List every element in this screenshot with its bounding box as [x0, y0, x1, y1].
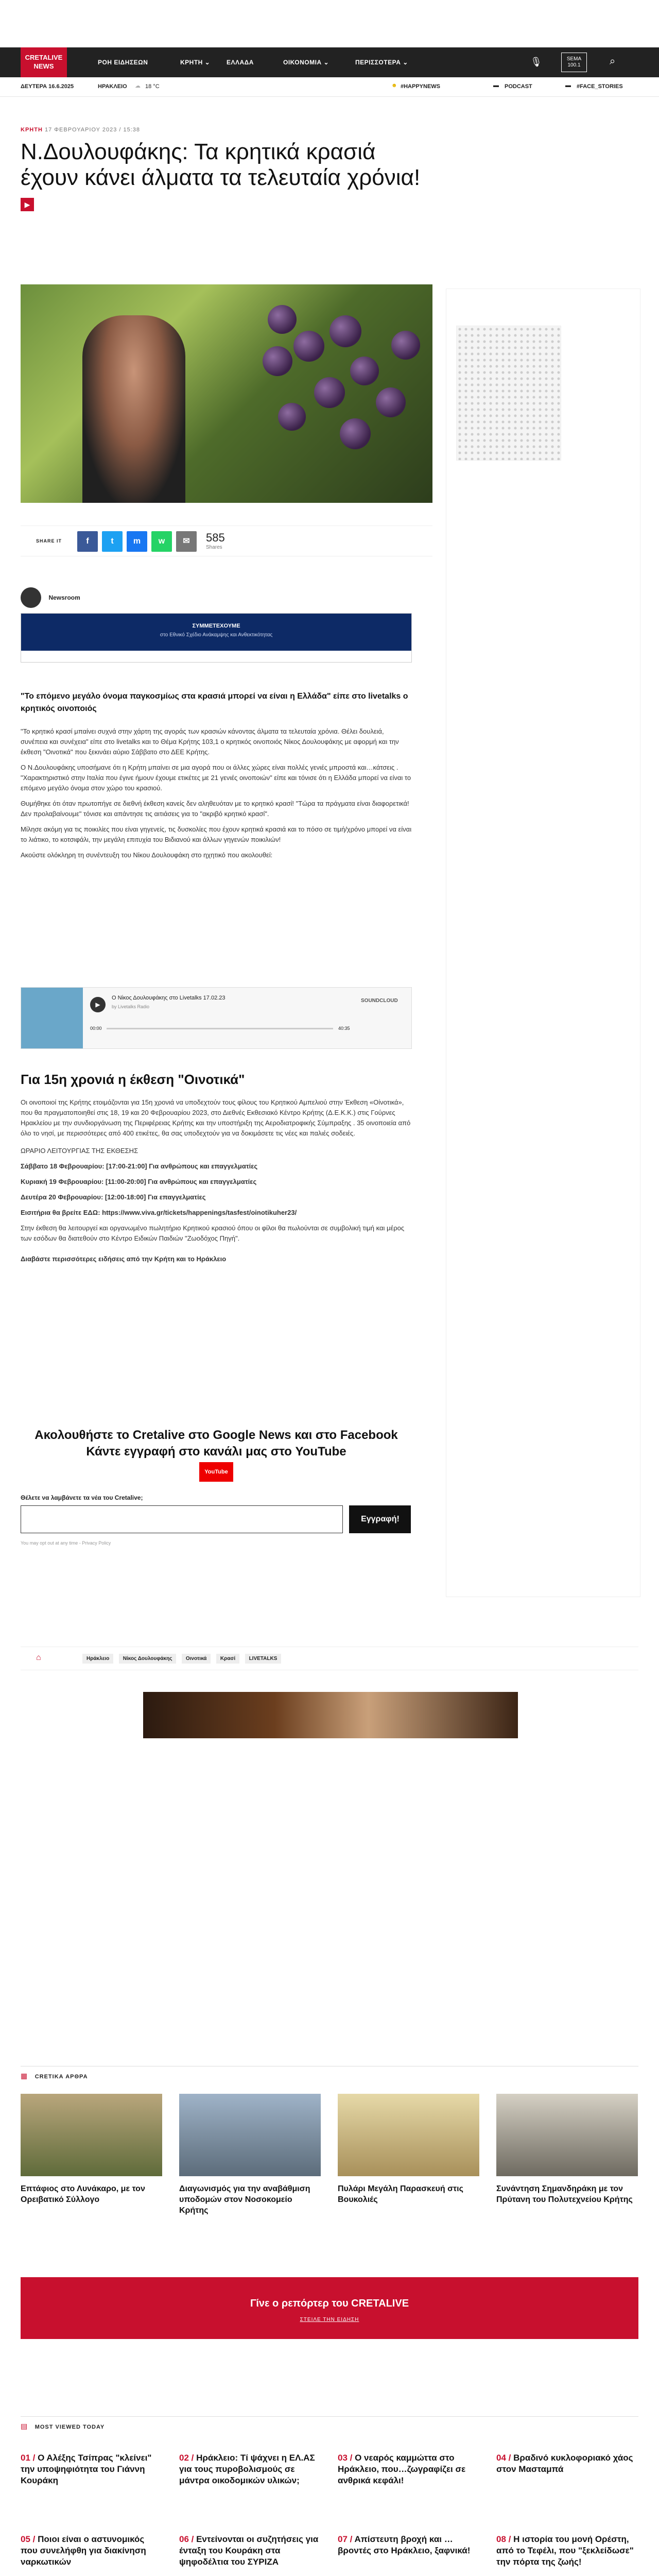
most-viewed-section [21, 2416, 638, 2431]
play-button[interactable]: ▶ [90, 997, 106, 1012]
youtube-button[interactable]: YouTube [199, 1462, 233, 1482]
tag[interactable]: Οινοτικά [182, 1654, 211, 1664]
nav-link[interactable]: ΡΟΗ ΕΙΔΗΣΕΩΝ [98, 59, 148, 66]
most-viewed-item[interactable]: 06 / Εντείνονται οι συζητήσεις για ένταξη του Κουράκη στα ψηφοδέλτια του ΣΥΡΙΖΑ [179, 2534, 319, 2567]
main-navbar [0, 47, 659, 77]
related-card[interactable] [338, 2094, 479, 2205]
article-lead: "Το επόμενο μεγάλο όνομα παγκοσμίως στα κρασιά μπορεί να είναι η Ελλάδα" είπε στο livetalks ο κρητικός οινοποιός [21, 692, 408, 713]
newsletter-label: Θέλετε να λαμβάνετε τα νέα του Cretalive; [21, 1494, 143, 1501]
person-figure [82, 315, 185, 503]
paragraph: Ακούστε ολόκληρη τη συνέντευξη του Νίκου Δουλουφάκη στο ηχητικό που ακολουθεί: [21, 851, 273, 859]
avatar [21, 587, 41, 608]
sidebar [446, 289, 640, 1597]
article-title [21, 139, 422, 216]
most-viewed-item[interactable]: 03 / Ο νεαρός καμμώττα στο Ηράκλειο, που…ζωγραφίζει σε ανθρικά κεφάλι! [338, 2453, 466, 2485]
card-image [338, 2094, 479, 2176]
newsletter-block [21, 1494, 412, 1546]
paragraph: "Το κρητικό κρασί μπαίνει συχνά στην χάρτη της αγοράς των κρασιών κάνοντας άλματα τα τελευταία χρόνια. Θέλει δουλειά, συνέπεια και συνέχεια" είπε στο livetalks και το Θέμα Κρήτης 103,1 ο κρητικός οινοποιός Νίκος Δουλουφάκης με αφορμή και την έκθεση "Οινοτικά" που ξεκινάει αύριο Σάββατο στο ΔΕΕ Κρήτης. [21, 727, 399, 756]
messenger-icon[interactable]: m [127, 531, 147, 552]
twitter-icon[interactable]: t [102, 531, 123, 552]
nav-link[interactable]: ΠΕΡΙΣΣΟΤΕΡΑ ⌄ [355, 59, 408, 66]
related-card[interactable] [179, 2094, 321, 2216]
sub-bar [0, 77, 659, 97]
card-image [179, 2094, 321, 2176]
tag[interactable]: Νίκος Δουλουφάκης [119, 1654, 177, 1664]
newsletter-email-input[interactable] [21, 1505, 343, 1533]
current-date: ΔΕΥΤΕΡΑ 16.6.2025 [21, 83, 74, 90]
card-title[interactable]: Διαγωνισμός για την αναβάθμιση υποδομών στον Νοσοκομείο Κρήτης [179, 2184, 310, 2215]
related-section [21, 2066, 638, 2081]
weather-city: ΗΡΑΚΛΕΙΟ [98, 83, 127, 90]
reporter-cta [21, 2277, 638, 2339]
author-block [21, 587, 80, 608]
category-link[interactable]: ΚΡΗΤΗ [21, 127, 43, 133]
soundcloud-player [21, 987, 412, 1049]
most-viewed-item[interactable]: 05 / Ποιοι είναι ο αστυνομικός που συνελήφθη για διακίνηση ναρκωτικών [21, 2534, 146, 2567]
hours-title: ΩΡΑΡΙΟ ΛΕΙΤΟΥΡΓΙΑΣ ΤΗΣ ΕΚΘΕΣΗΣ [21, 1147, 138, 1155]
paragraph: Θυμήθηκε ότι όταν πρωτοπήγε σε διεθνή έκθεση κανείς δεν αληθευόταν με το κρητικό κρασί! "Τώρα τα πράγματα είναι διαφορετικά! Δεν προλαβαίνουμε" τόνισε και απάντησε τις αιτιάσεις για το "ακριβό κρητικό κρασί". [21, 800, 409, 818]
article-title-text: Ν.Δουλουφάκης: Τα κρητικά κρασιά έχουν κάνει άλματα τα τελευταία χρόνια! [21, 139, 421, 190]
tag[interactable]: Ηράκλειο [82, 1654, 113, 1664]
most-viewed-item[interactable]: 01 / Ο Αλέξης Τσίπρας "κλείνει" την υποψηφιότητα του Γιάννη Κουράκη [21, 2453, 152, 2485]
radio-badge[interactable] [561, 53, 587, 72]
play-icon[interactable]: ▶ [21, 198, 34, 211]
tags-bar [21, 1647, 638, 1670]
related-heading: CRETIKA ΑΡΘΡΑ [34, 2074, 88, 2080]
tickets-link[interactable]: Εισιτήρια θα βρείτε ΕΔΩ: https://www.viva.gr/tickets/happenings/tasfest/oinotikuher23/ [21, 1209, 297, 1216]
nav-link[interactable]: ΚΡΗΤΗ ⌄ [180, 59, 211, 66]
banner-title: ΣΥΜΜΕΤΕΧΟΥΜΕ [192, 623, 240, 629]
happy-news-link[interactable]: #HAPPYNEWS [401, 83, 441, 90]
paragraph: Μίλησε ακόμη για τις ποικιλίες που είναι γηγενείς, τις δυσκολίες που έχουν κρητικά κρασιά και το πόσο σε τιμή/χρόνο μπορεί να είναι το λιάτικο, το κοτσιφάλι, την μεγάλη επιτυχία του Βιδιανού και άλλων γηγενών ποικιλιών! [21, 825, 412, 843]
site-logo[interactable] [21, 47, 67, 77]
player-progress[interactable] [107, 1028, 333, 1029]
follow-line2[interactable]: Κάντε εγγραφή στο κανάλι μας στο YouTube [86, 1445, 346, 1459]
facebook-icon[interactable]: f [77, 531, 98, 552]
smile-icon: ☻ [391, 82, 397, 89]
hours-item: Σάββατο 18 Φεβρουαρίου: [17:00-21:00] Για ανθρώπους και επαγγελματίες [21, 1162, 258, 1170]
share-bar [21, 526, 432, 556]
sidebar-ad[interactable] [456, 326, 561, 461]
player-artwork [21, 988, 83, 1048]
share-count: 585 [206, 531, 225, 544]
stories-icon: ▬ [565, 82, 571, 89]
banner-subtitle: στο Εθνικό Σχέδιο Ανάκαμψης και Ανθεκτικότητας [160, 632, 273, 638]
tag-icon: ⌂ [36, 1653, 41, 1662]
card-title[interactable]: Πυλάρι Μεγάλη Παρασκευή στις Βουκολιές [338, 2184, 463, 2204]
face-stories-link[interactable]: #FACE_STORIES [577, 83, 623, 90]
whatsapp-icon[interactable]: w [151, 531, 172, 552]
author-name[interactable]: Newsroom [48, 594, 80, 602]
share-label: SHARE IT [36, 538, 62, 544]
article-body [21, 690, 412, 866]
search-icon[interactable]: ⌕ [610, 56, 616, 67]
follow-block [21, 1427, 412, 1482]
hours-item: Δευτέρα 20 Φεβρουαρίου: [12:00-18:00] Για επαγγελματίες [21, 1193, 206, 1201]
article-meta [21, 127, 140, 133]
podcast-icon: ▬ [493, 82, 499, 89]
related-card[interactable] [21, 2094, 162, 2205]
email-icon[interactable]: ✉ [176, 531, 197, 552]
article-datetime: 17 ΦΕΒΡΟΥΑΡΙΟΥ 2023 / 15:38 [44, 127, 141, 133]
soundcloud-logo: SOUNDCLOUD [361, 998, 398, 1004]
card-title[interactable]: Επτάφιος στο Λυνάκαρο, με τον Ορειβατικό Σύλλογο [21, 2184, 145, 2204]
card-title[interactable]: Συνάντηση Σημανδηράκη με τον Πρύτανη του Πολυτεχνείου Κρήτης [496, 2184, 633, 2204]
most-viewed-item[interactable]: 08 / Η ιστορία του μονή Ορέστη, από το Τεφέλι, που "ξεκλείδωσε" την πόρτα της ζωής! [496, 2534, 634, 2567]
nav-link[interactable]: ΕΛΛΑΔΑ [227, 59, 254, 66]
mic-icon[interactable]: 🎙 [530, 57, 542, 67]
logo-line1: CRETALIVE [25, 54, 63, 61]
section-heading: Για 15η χρονιά η έκθεση "Οινοτικά" [21, 1072, 245, 1087]
tag[interactable]: Κρασί [216, 1654, 239, 1664]
player-by: by Livetalks Radio [112, 1004, 150, 1009]
related-card[interactable] [496, 2094, 638, 2205]
radio-line1: SEMA [566, 56, 582, 62]
paragraph: Ο Ν.Δουλουφάκης υποσήμανε ότι η Κρήτη μπαίνει σε μια αγορά που οι άλλες χώρες είναι πολλές γενιές μπροστά και…κάτσεις . "Χαρακτηριστικό στην Ιταλία που έγινε ήμουν έχουμε ετικέτες με 21 γενιές οινοποιών" είπε και τόνισε ότι η Ελλάδα μπορεί να είναι το επόμενο μεγάλο όνομα στον χώρο του κρασιού. [21, 764, 411, 792]
more-news-link[interactable]: Διαβάστε περισσότερες ειδήσεις από την Κρήτη και το Ηράκλειο [21, 1255, 227, 1263]
player-end-time: 40:35 [338, 1026, 350, 1031]
radio-line2: 100.1 [567, 62, 581, 68]
podcast-link[interactable]: PODCAST [505, 83, 532, 90]
most-viewed-item[interactable]: 02 / Ηράκλειο: Τί ψάχνει η ΕΛ.ΑΣ για τους πυροβολισμούς σε μάντρα οικοδομικών υλικών; [179, 2453, 315, 2485]
share-count-label: Shares [206, 545, 222, 550]
cta-title: Γίνε ο ρεπόρτερ του CRETALIVE [250, 2298, 409, 2309]
chart-icon: ▤ [21, 2422, 28, 2430]
most-viewed-item[interactable]: 04 / Βραδινό κυκλοφοριακό χάος στον Μασταμπά [496, 2453, 633, 2474]
nav-link[interactable]: ΟΙΚΟΝΟΜΙΑ ⌄ [283, 59, 330, 66]
card-image [496, 2094, 638, 2176]
most-viewed-item[interactable]: 07 / Απίστευτη βροχή και … βροντές στο Ηράκλειο, ξαφνικά! [338, 2534, 471, 2555]
subscribe-button[interactable]: Εγγραφή! [349, 1505, 411, 1533]
coffee-ad-banner[interactable] [143, 1692, 518, 1738]
related-icon: ▦ [21, 2072, 28, 2080]
logo-line2: NEWS [33, 62, 54, 70]
paragraph: Στην έκθεση θα λειτουργεί και οργανωμένο πωλητήριο Κρητικού κρασιού όπου οι φίλοι θα πωλούνται σε συμβολική τιμή και μέρος των εσόδων θα διατεθούν στο Κέντρο Ειδικών Παιδιών "Ζωοδόχος Πηγή". [21, 1224, 405, 1242]
paragraph: Οι οινοποιοί της Κρήτης ετοιμάζονται για 15η χρονιά να υποδεχτούν τους φίλους του Κρητικού Αμπελιού στην Έκθεση «Οίνοτικά», που θα πραγματοποιηθεί στις 18, 19 και 20 Φεβρουαρίου 2023, στο Διεθνές Εκθεσιακό Κέντρο Κρήτης (Δ.Ε.Κ.Κ.) στις Γούρνες Ηρακλείου με την συνδιοργάνωση της Περιφέρειας Κρήτης και την υποστήριξη της Αεροδιατροφικής Σύμπραξης . 35 οινοποιεία από όλο το νησί, με περισσότερες από 400 ετικέτες, θα σας υποδεχτούν για να δοκιμάσετε τις νέες και παλιές σοδειές. [21, 1098, 411, 1137]
card-image [21, 2094, 162, 2176]
tag[interactable]: LIVETALKS [245, 1654, 282, 1664]
cloud-icon: ☁ [135, 83, 141, 89]
weather-temp: 18 °C [145, 83, 160, 90]
cta-link[interactable]: ΣΤΕΙΛΕ ΤΗΝ ΕΙΔΗΣΗ [300, 2317, 359, 2323]
most-viewed-heading: MOST VIEWED TODAY [34, 2424, 105, 2430]
hero-image [21, 284, 432, 503]
recovery-banner[interactable] [21, 613, 412, 663]
player-start-time: 00:00 [90, 1026, 102, 1031]
player-title: Ο Νίκος Δουλουφάκης στο Livetalks 17.02.23 [112, 995, 226, 1001]
hours-item: Κυριακή 19 Φεβρουαρίου: [11:00-20:00] Για ανθρώπους και επαγγελματίες [21, 1178, 257, 1185]
newsletter-note: You may opt out at any time - Privacy Policy [21, 1540, 111, 1546]
article-body-2 [21, 1097, 412, 1269]
follow-line1[interactable]: Ακολουθήστε το Cretalive στο Google News και στο Facebook [34, 1428, 398, 1442]
